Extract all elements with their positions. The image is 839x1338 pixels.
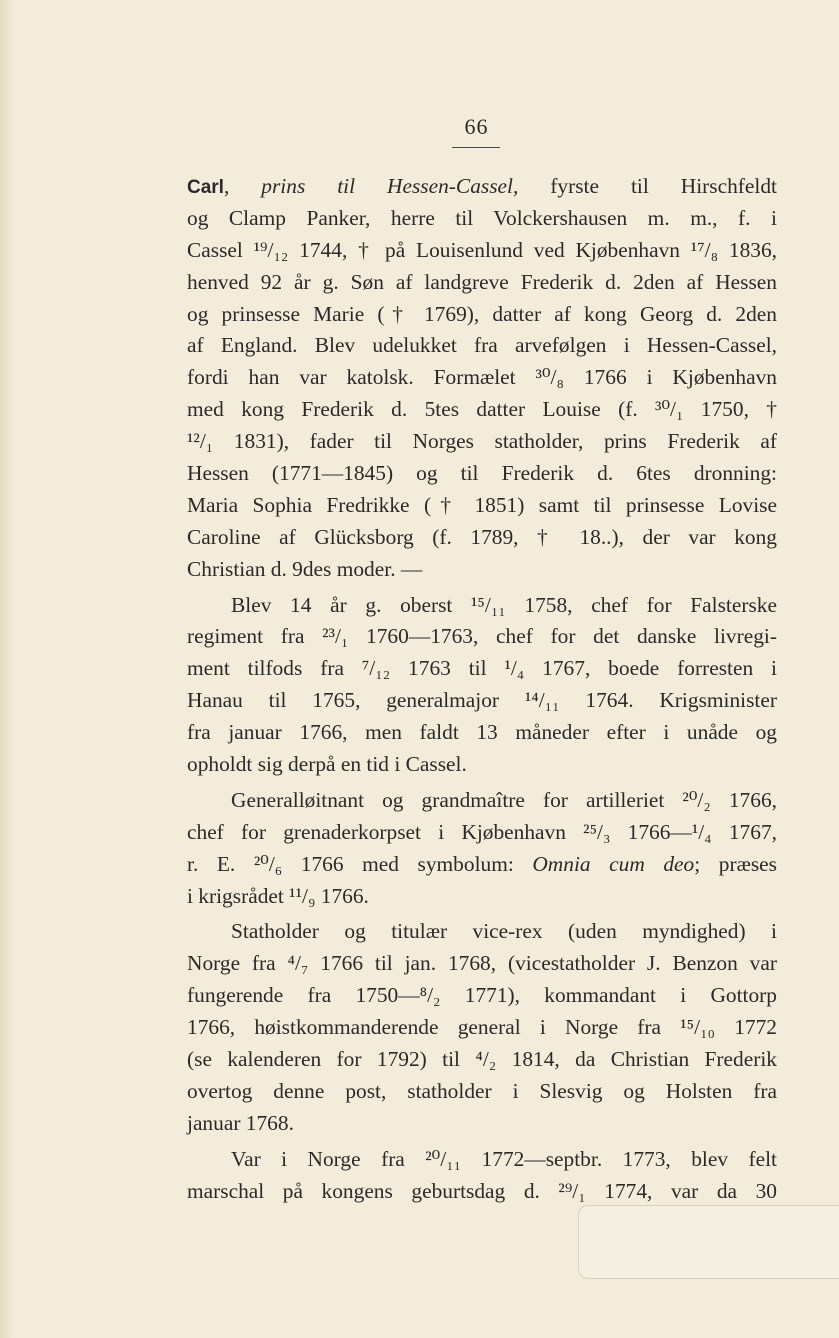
text-line: Var i Norge fra ²⁰/₁₁ 1772—septbr. 1773, blev felt — [231, 1146, 777, 1171]
text-line: overtog denne post, statholder i Slesvig og Holsten fra — [187, 1078, 777, 1103]
motto-before: r. E. ²⁰/₆ 1766 med symbolum: — [187, 851, 533, 876]
text-line: Christian d. 9des moder. — — [187, 556, 423, 581]
text-line: i krigsrådet ¹¹/₉ 1766. — [187, 883, 369, 908]
text-line: regiment fra ²³/₁ 1760—1763, chef for det danske livregi- — [187, 624, 777, 649]
text-line: og Clamp Panker, herre til Volckershausen m. m., f. i — [187, 205, 777, 230]
text-line: Cassel ¹⁹/₁₂ 1744, † på Louisenlund ved Kjøbenhavn ¹⁷/₈ 1836, — [187, 237, 777, 262]
text-line: marschal på kongens geburtsdag d. ²⁹/₁ 1774, var da 30 — [187, 1178, 777, 1203]
text-line: fordi han var katolsk. Formælet ³⁰/₈ 1766 i Kjøbenhavn — [187, 365, 777, 390]
text-line: Hessen (1771—1845) og til Frederik d. 6tes dronning: — [187, 461, 777, 486]
page-edge — [0, 0, 14, 1338]
bookmark-tab — [578, 1205, 839, 1279]
text-line: fra januar 1766, men faldt 13 måneder efter i unåde og — [187, 720, 777, 745]
motto-after: ; præses — [694, 851, 777, 876]
text-line: Statholder og titulær vice-rex (uden myndighed) i — [231, 919, 777, 944]
text-line: Blev 14 år g. oberst ¹⁵/₁₁ 1758, chef for Falsterske — [231, 592, 777, 617]
body-text — [187, 171, 777, 1208]
text-line: ment tilfods fra ⁷/₁₂ 1763 til ¹/₄ 1767, boede forresten i — [187, 656, 777, 681]
text-line: fungerende fra 1750—⁸/₂ 1771), kommandant i Gottorp — [187, 983, 777, 1008]
text-line — [187, 171, 777, 203]
text-line: henved 92 år g. Søn af landgreve Frederik d. 2den af Hessen — [187, 269, 777, 294]
entry-title: prins til Hessen-Cassel, — [261, 174, 519, 198]
text-line: Norge fra ⁴/₇ 1766 til jan. 1768, (vicestatholder J. Benzon var — [187, 951, 777, 976]
text-line: 1766, høistkommanderende general i Norge fra ¹⁵/₁₀ 1772 — [187, 1015, 777, 1040]
text-line: Generalløitnant og grandmaître for artilleriet ²⁰/₂ 1766, — [231, 787, 777, 812]
page-number: 66 — [464, 114, 489, 139]
text-line: (se kalenderen for 1792) til ⁴/₂ 1814, da Christian Frederik — [187, 1047, 777, 1072]
text-line: og prinsesse Marie († 1769), datter af kong Georg d. 2den — [187, 301, 777, 326]
text-line: af England. Blev udelukket fra arvefølgen i Hessen-Cassel, — [187, 333, 777, 358]
motto-latin: Omnia cum deo — [532, 851, 695, 876]
text-line: Hanau til 1765, generalmajor ¹⁴/₁₁ 1764. Krigsminister — [187, 688, 777, 713]
entry-rest: fyrste til Hirschfeldt — [518, 174, 777, 198]
header-rule — [452, 147, 500, 148]
entry-name: Carl — [187, 177, 224, 198]
text-line: chef for grenaderkorpset i Kjøbenhavn ²⁵/₃ 1766—¹/₄ 1767, — [187, 819, 777, 844]
text-line: opholdt sig derpå en tid i Cassel. — [187, 752, 467, 777]
text-line: Maria Sophia Fredrikke († 1851) samt til prinsesse Lovise — [187, 492, 777, 517]
text-line: med kong Frederik d. 5tes datter Louise (f. ³⁰/₁ 1750, † — [187, 397, 777, 422]
text-line — [187, 849, 777, 881]
entry-separator: , — [223, 174, 262, 198]
text-line: ¹²/₁ 1831), fader til Norges statholder, prins Frederik af — [187, 429, 777, 454]
text-line: Caroline af Glücksborg (f. 1789, † 18..), der var kong — [187, 524, 777, 549]
text-line: januar 1768. — [187, 1110, 294, 1135]
